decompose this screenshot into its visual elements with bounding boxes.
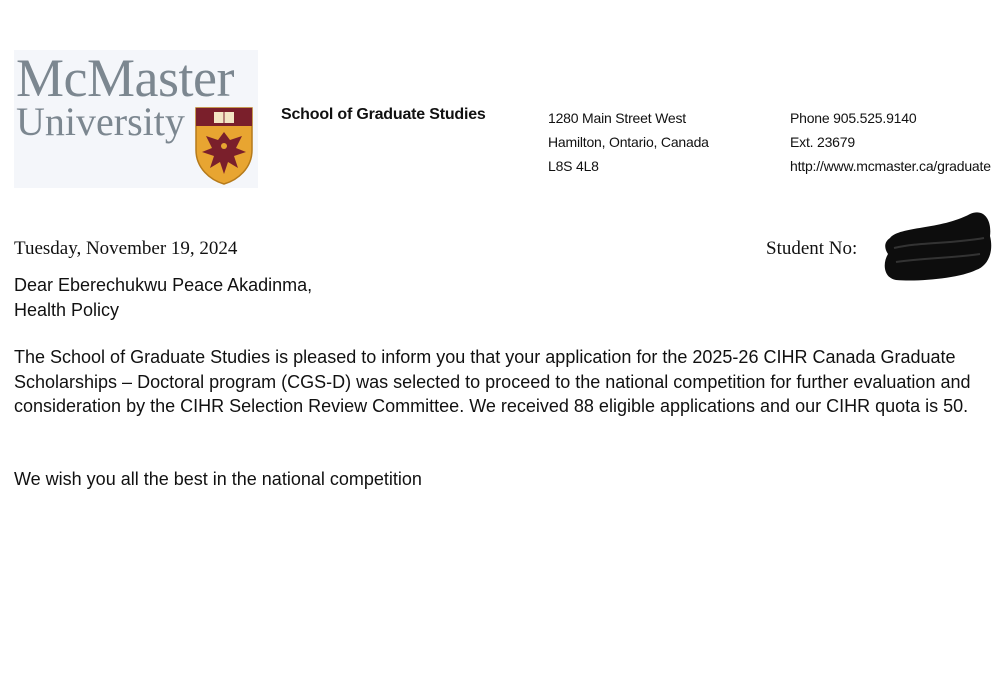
recipient-name: Dear Eberechukwu Peace Akadinma, (14, 275, 313, 295)
address-line-postal: L8S 4L8 (548, 158, 599, 174)
address-line-street: 1280 Main Street West (548, 110, 686, 126)
contact-block (790, 106, 991, 178)
university-crest-icon (194, 106, 254, 186)
recipient-program: Health Policy (14, 299, 120, 320)
logo-wordmark-line2: University (16, 99, 185, 144)
address-block (548, 106, 709, 178)
logo-wordmark-line1: McMaster (16, 48, 234, 108)
letter-date: Tuesday, November 19, 2024 (14, 238, 238, 259)
mcmaster-logo (14, 50, 258, 188)
body-paragraph-1: The School of Graduate Studies is pleased to inform you that your application for the 2025-26 CIHR Canada Graduate Scholarships – Doctoral program (CGS-D) was selected to proceed to the national competition for further evaluation and consideration by the CIHR Selection Review Committee. We received 88 eligible applications and our CIHR quota is 50. (14, 347, 971, 416)
salutation-block (14, 273, 984, 322)
contact-phone: Phone 905.525.9140 (790, 110, 917, 126)
contact-extension: Ext. 23679 (790, 134, 855, 150)
letterhead (0, 0, 1000, 200)
address-line-city: Hamilton, Ontario, Canada (548, 134, 709, 150)
department-name: School of Graduate Studies (281, 106, 486, 123)
contact-website: http://www.mcmaster.ca/graduate (790, 158, 991, 174)
body-paragraph-2: We wish you all the best in the national competition (14, 469, 422, 489)
student-number-label: Student No: (766, 238, 858, 259)
